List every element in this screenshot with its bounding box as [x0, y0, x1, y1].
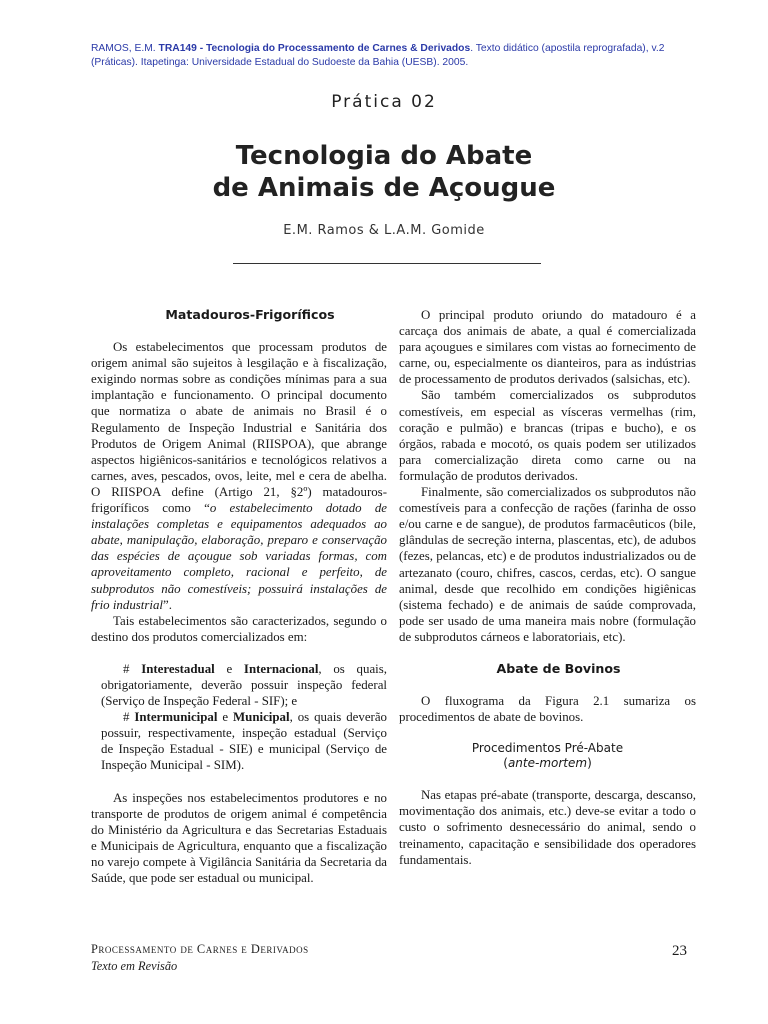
section-heading-matadouros: Matadouros-Frigoríficos	[165, 307, 335, 322]
paragraph	[91, 339, 387, 613]
paren: )	[587, 756, 592, 771]
page-title	[0, 140, 768, 204]
page-number: 23	[672, 943, 687, 959]
item-text: , os quais, obrigatoriamente, deverão possuir inspeção federal (Serviço de Inspeção Federal - SIF); e	[101, 661, 387, 709]
paragraph: O fluxograma da Figura 2.1 sumariza os procedimentos de abate de bovinos.	[399, 694, 696, 725]
paragraph: As inspeções nos estabelecimentos produtores e no transporte de produtos de origem animal é competência do Ministério da Agricultura e das Secretarias Estaduais e Municipais de Agricultura, enquanto que a fiscalização no varejo compete à Vigilância Sanitária da Secretaria da Saúde, que pode ser estadual ou municipal.	[91, 790, 387, 885]
quote-end: ”.	[163, 597, 172, 612]
term: Interestadual	[141, 661, 215, 676]
footer-status: Texto em Revisão	[91, 959, 178, 973]
citation	[91, 42, 691, 70]
term: Municipal	[232, 710, 290, 725]
footer	[91, 941, 309, 975]
left-column	[91, 307, 387, 886]
hash-marker: #	[123, 710, 135, 725]
ante-mortem: ante-mortem	[507, 756, 588, 771]
title-divider	[233, 263, 541, 264]
list-item-intermunicipal	[91, 709, 387, 773]
right-column	[399, 307, 696, 868]
subheading-line-1: Procedimentos Pré-Abate	[471, 741, 624, 756]
citation-course: TRA149 - Tecnologia do Processamento de Carnes & Derivados	[158, 43, 471, 54]
practice-label: Prática 02	[331, 92, 437, 112]
item-text: , os quais deverão possuir, respectivamente, inspeção estadual (Serviço de Inspeção Estadual - SIE) e municipal (Serviço de Inspeção Municipal - SIM).	[101, 710, 387, 773]
conj: e	[214, 661, 244, 676]
riispoa-quote: o estabelecimento dotado de instalações completas e equipamentos adequados ao abate, manipulação, elaboração, preparo e conservação das espécies de açougue sob variadas formas, com aproveitamento completo, racional e perfeito, de subprodutos não comestíveis; possuirá instalações de frio industrial	[91, 501, 387, 612]
conj: e	[217, 710, 233, 725]
citation-rest: . Texto didático (apostila reprografada), v.2 (Práticas). Itapetinga: Universidade Estadual do Sudoeste da Bahia (UESB). 2005.	[91, 43, 665, 68]
paragraph: Tais estabelecimentos são caracterizados, segundo o destino dos produtos comercializados em:	[91, 613, 387, 644]
paragraph: O principal produto oriundo do matadouro é a carcaça dos animais de abate, a qual é comercializada para açougues e similares com vistas ao fornecimento de carne, ou, especialmente os dianteiros, para as indústrias de processamento de produtos derivados (salsichas, etc).	[399, 308, 696, 387]
paragraph: Finalmente, são comercializados os subprodutos não comestíveis para a confecção de rações (farinha de osso e/ou carne e de sangue), de produtos farmacêuticos (bile, glândulas de secreção interna, plascentas, etc), de adubos (fezes, pelancas, etc) e de produtos industrializados ou de artezanato (couro, chifres, cascos, cerdas, etc). O sangue animal, desde que recolhido em condições higiênicas (sistema fechado) e de animais de saúde comprovada, pode ser usado de uma maneira mais nobre (formulação de subprodutos cárneos e laboratoriais, etc).	[399, 485, 696, 644]
term: Intermunicipal	[134, 710, 218, 725]
authors: E.M. Ramos & L.A.M. Gomide	[283, 223, 485, 238]
subheading-line-2	[399, 756, 696, 771]
paragraph: Nas etapas pré-abate (transporte, descarga, descanso, movimentação dos animais, etc.) deve-se evitar a todo o custo o sofrimento desnecessário do animal, sendo o treinamento, capacitação e sensibilidade dos operadores fundamentais.	[399, 788, 696, 867]
footer-course: Processamento de Carnes e Derivados	[91, 942, 309, 956]
paren: (	[503, 756, 508, 771]
section-heading-abate: Abate de Bovinos	[496, 660, 621, 676]
hash-marker: #	[123, 661, 142, 676]
subheading-pre-abate	[399, 741, 696, 771]
paragraph: São também comercializados os subprodutos comestíveis, em especial as vísceras vermelhas (rim, coração e pulmão) e brancas (tripas e bucho), e os órgãos, rabada e mocotó, os quais podem ser utilizados para comercialização direta como carne ou na formulação de produtos derivados.	[399, 388, 696, 483]
paragraph-text: Os estabelecimentos que processam produtos de origem animal são sujeitos à lesgilação e à fiscalização, exigindo normas sobre as condições mínimas para a sua implantação e funcionamento. O principal documento que normatiza o abate de animais no Brasil é o Regulamento de Inspeção Industrial e Sanitária dos Produtos de Origem Animal (RIISPOA), que abrange aspectos higiênicos-sanitários e tecnológicos relativos a carnes, aves, pescados, ovos, leite, mel e cera de abelha. O RIISPOA define (Artigo 21, §2º) matadouros-frigoríficos como “	[91, 340, 387, 516]
citation-author: RAMOS, E.M.	[91, 43, 156, 54]
title-line-2: de Animais de Açougue	[212, 173, 556, 203]
list-item-interestadual	[91, 661, 387, 709]
title-line-1: Tecnologia do Abate	[235, 141, 533, 171]
term: Internacional	[243, 661, 319, 676]
